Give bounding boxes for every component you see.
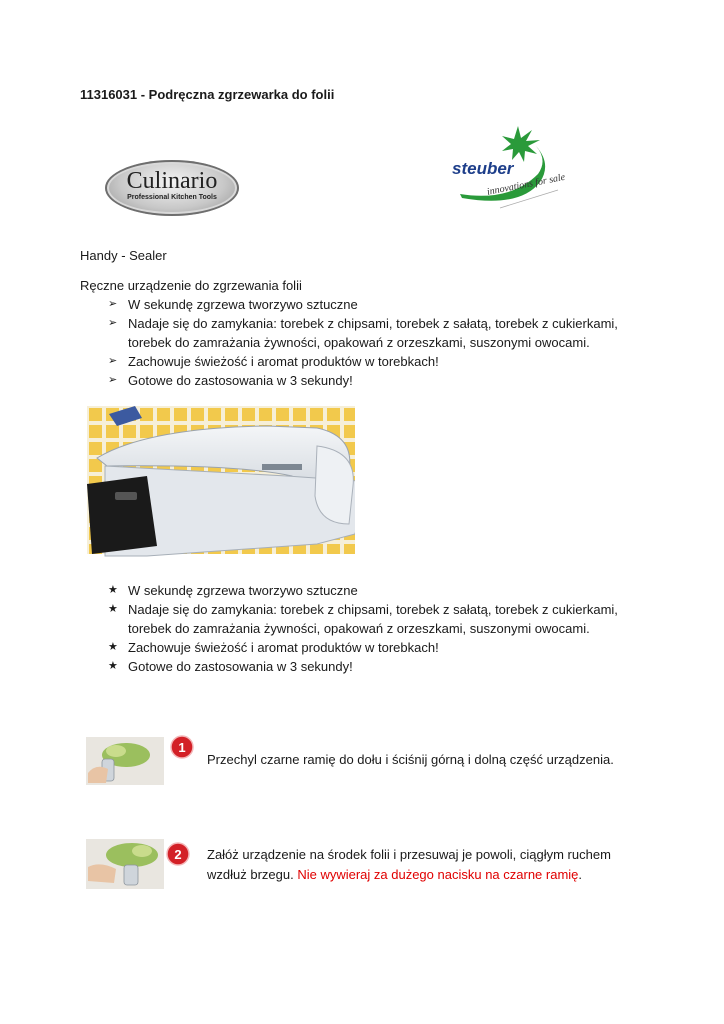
star-bullet-icon: ★ <box>108 660 118 672</box>
step-2-image <box>86 837 196 891</box>
steuber-brand: steuber <box>452 159 514 178</box>
list-item-text: Nadaje się do zamykania: torebek z chipsami, torebek z sałatą, torebek z cukierkami, torebek do zamrażania żywności, opakowań z orzeszkami, suszonymi owocami. <box>128 316 618 350</box>
list-item-text: Zachowuje świeżość i aromat produktów w torebkach! <box>128 354 439 369</box>
arrow-bullet-icon: ➢ <box>108 317 118 329</box>
star-bullet-icon: ★ <box>108 584 118 596</box>
feature-list-arrows <box>80 295 660 390</box>
product-photo <box>87 406 355 571</box>
culinario-logo <box>105 160 239 216</box>
list-item <box>80 352 660 371</box>
list-item-text: Gotowe do zastosowania w 3 sekundy! <box>128 373 353 388</box>
list-item <box>80 314 660 352</box>
arrow-bullet-icon: ➢ <box>108 374 118 386</box>
step-2-end: . <box>578 867 583 882</box>
step-number: 1 <box>178 740 186 755</box>
star-bullet-icon: ★ <box>108 603 118 615</box>
list-item <box>80 600 660 638</box>
step-1-text: Przechyl czarne ramię do dołu i ściśnij górną i dolną część urządzenia. <box>207 752 614 767</box>
list-item-text: Nadaje się do zamykania: torebek z chipsami, torebek z sałatą, torebek z cukierkami, torebek do zamrażania żywności, opakowań z orzeszkami, suszonymi owocami. <box>128 602 618 636</box>
list-item <box>80 371 660 390</box>
step-2-text <box>207 845 647 885</box>
list-item-text: W sekundę zgrzewa tworzywo sztuczne <box>128 583 358 598</box>
step-number: 2 <box>174 847 182 862</box>
arrow-bullet-icon: ➢ <box>108 355 118 367</box>
step-1-image <box>86 733 196 787</box>
culinario-subtitle: Professional Kitchen Tools <box>127 194 217 201</box>
list-item-text: Zachowuje świeżość i aromat produktów w torebkach! <box>128 640 439 655</box>
arrow-bullet-icon: ➢ <box>108 298 118 310</box>
star-bullet-icon: ★ <box>108 641 118 653</box>
product-name: Handy - Sealer <box>80 248 167 263</box>
steuber-logo <box>440 124 590 224</box>
list-item <box>80 657 660 676</box>
list-item <box>80 638 660 657</box>
intro-text: Ręczne urządzenie do zgrzewania folii <box>80 278 302 293</box>
feature-list-stars <box>80 581 660 676</box>
step-2-warning: Nie wywieraj za dużego nacisku na czarne ramię <box>297 867 579 882</box>
step-2-instruction: Załóż urządzenie na środek folii i przesuwaj je powoli, ciągłym ruchem wzdłuż brzegu. <box>207 847 611 882</box>
document-title: 11316031 - Podręczna zgrzewarka do folii <box>80 87 335 102</box>
list-item <box>80 581 660 600</box>
steuber-tagline: innovations for sale <box>486 171 567 198</box>
list-item <box>80 295 660 314</box>
culinario-brand: Culinario <box>126 168 218 194</box>
list-item-text: W sekundę zgrzewa tworzywo sztuczne <box>128 297 358 312</box>
list-item-text: Gotowe do zastosowania w 3 sekundy! <box>128 659 353 674</box>
